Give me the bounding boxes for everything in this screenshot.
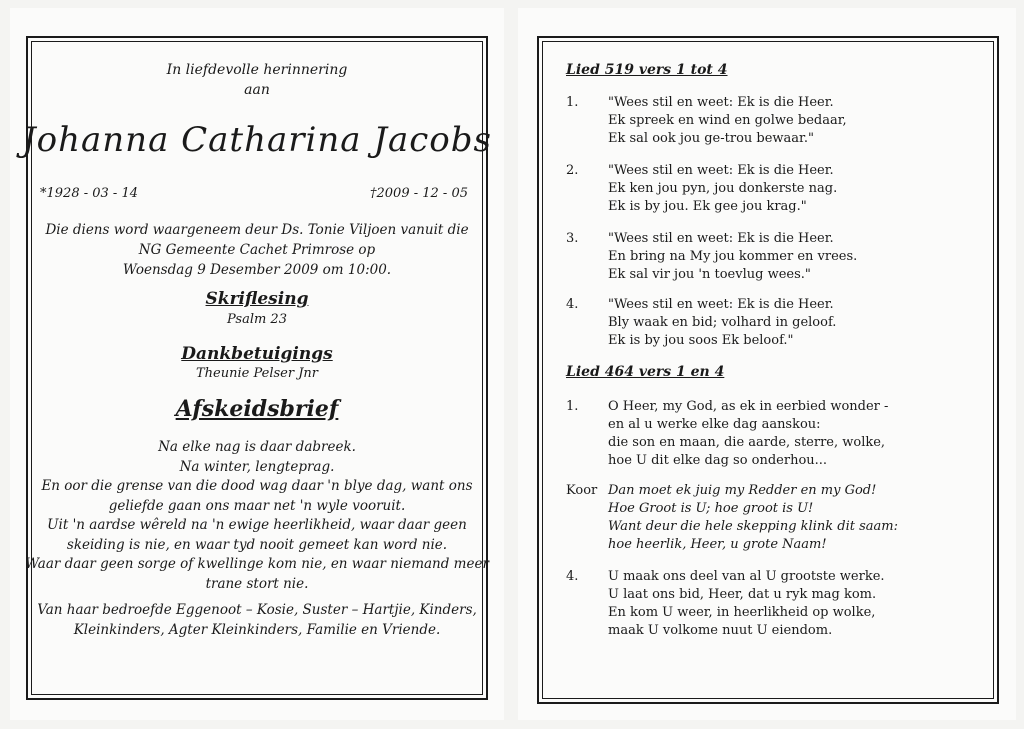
intro-line: aan xyxy=(244,82,270,98)
farewell-poem xyxy=(10,438,504,594)
closing-line: Kleinkinders, Agter Kleinkinders, Familie en Vriende. xyxy=(73,622,441,638)
poem-line: En oor die grense van die dood wag daar 'n blye dag, want ons xyxy=(41,478,473,494)
death-date: †2009 - 12 - 05 xyxy=(370,186,468,201)
verse-lines xyxy=(608,162,837,216)
chorus-line: Hoe Groot is U; hoe groot is U! xyxy=(608,501,814,516)
verse-lines xyxy=(608,230,857,284)
thanks-text: Theunie Pelser Jnr xyxy=(196,366,318,381)
right-page xyxy=(518,8,1016,720)
intro-text xyxy=(10,60,504,100)
chorus-label: Koor xyxy=(566,483,598,498)
chorus-line: Want deur die hele skepping klink dit saam: xyxy=(608,519,898,534)
verse-line: "Wees stil en weet: Ek is die Heer. xyxy=(608,95,834,110)
verse-line: Ek sal ook jou ge-trou bewaar." xyxy=(608,131,814,146)
song1-title: Lied 519 vers 1 tot 4 xyxy=(566,62,728,78)
chorus-lines xyxy=(608,482,898,554)
verse-line: U laat ons bid, Heer, dat u ryk mag kom. xyxy=(608,587,877,602)
verse-number: 2. xyxy=(566,163,579,178)
verse-line: die son en maan, die aarde, sterre, wolke, xyxy=(608,435,886,450)
left-page xyxy=(10,8,504,720)
song2-title: Lied 464 vers 1 en 4 xyxy=(566,364,725,380)
verse-number: 3. xyxy=(566,231,579,246)
service-line: Die diens word waargeneem deur Ds. Tonie Viljoen vanuit die xyxy=(45,222,469,238)
verse-lines xyxy=(608,94,847,148)
verse-line: maak U volkome nuut U eiendom. xyxy=(608,623,833,638)
chorus-line: hoe heerlik, Heer, u grote Naam! xyxy=(608,537,827,552)
verse-lines xyxy=(608,398,888,470)
verse-lines xyxy=(608,568,885,640)
verse-line: En bring na My jou kommer en vrees. xyxy=(608,249,858,264)
verse-number: 1. xyxy=(566,95,579,110)
poem-line: Uit 'n aardse wêreld na 'n ewige heerlikheid, waar daar geen xyxy=(47,517,467,533)
poem-line: trane stort nie. xyxy=(205,575,309,592)
verse-line: Ek spreek en wind en golwe bedaar, xyxy=(608,113,847,128)
farewell-heading: Afskeidsbrief xyxy=(175,396,339,422)
verse-line: "Wees stil en weet: Ek is die Heer. xyxy=(608,163,834,178)
closing-line: Van haar bedroefde Eggenoot – Kosie, Suster – Hartjie, Kinders, xyxy=(37,602,477,618)
verse-line: En kom U weer, in heerlikheid op wolke, xyxy=(608,605,876,620)
verse-line: en al u werke elke dag aanskou: xyxy=(608,417,821,432)
poem-line: geliefde gaan ons maar net 'n wyle vooruit. xyxy=(108,497,406,514)
family-closing xyxy=(10,600,504,640)
deceased-name: Johanna Catharina Jacobs xyxy=(22,120,492,160)
reading-text: Psalm 23 xyxy=(227,312,287,327)
service-details xyxy=(10,220,504,280)
verse-line: "Wees stil en weet: Ek is die Heer. xyxy=(608,231,834,246)
poem-line: Na winter, lengteprag. xyxy=(179,458,335,475)
reading-heading: Skriflesing xyxy=(205,289,309,309)
chorus-line: Dan moet ek juig my Redder en my God! xyxy=(608,483,877,498)
verse-line: hoe U dit elke dag so onderhou... xyxy=(608,453,828,468)
verse-number: 1. xyxy=(566,399,579,414)
verse-line: Ek sal vir jou 'n toevlug wees." xyxy=(608,267,811,282)
verse-line: Ek is by jou. Ek gee jou krag." xyxy=(608,199,807,214)
intro-line: In liefdevolle herinnering xyxy=(166,62,348,78)
service-line: Woensdag 9 Desember 2009 om 10:00. xyxy=(122,262,392,278)
verse-line: O Heer, my God, as ek in eerbied wonder - xyxy=(608,399,889,414)
verse-line: Ek ken jou pyn, jou donkerste nag. xyxy=(608,181,838,196)
verse-number: 4. xyxy=(566,297,579,312)
poem-line: skeiding is nie, en waar tyd nooit gemeet kan word nie. xyxy=(66,536,448,553)
verse-line: Bly waak en bid; volhard in geloof. xyxy=(608,315,837,330)
service-line: NG Gemeente Cachet Primrose op xyxy=(138,242,376,258)
poem-line: Na elke nag is daar dabreek. xyxy=(158,439,356,455)
birth-date: *1928 - 03 - 14 xyxy=(40,186,138,201)
poem-line: Waar daar geen sorge of kwellinge kom nie, en waar niemand meer xyxy=(25,556,489,572)
verse-line: Ek is by jou soos Ek beloof." xyxy=(608,333,794,348)
verse-line: "Wees stil en weet: Ek is die Heer. xyxy=(608,297,834,312)
verse-lines xyxy=(608,296,836,350)
verse-number: 4. xyxy=(566,569,579,584)
verse-line: U maak ons deel van al U grootste werke. xyxy=(608,569,885,584)
thanks-heading: Dankbetuigings xyxy=(181,344,333,364)
